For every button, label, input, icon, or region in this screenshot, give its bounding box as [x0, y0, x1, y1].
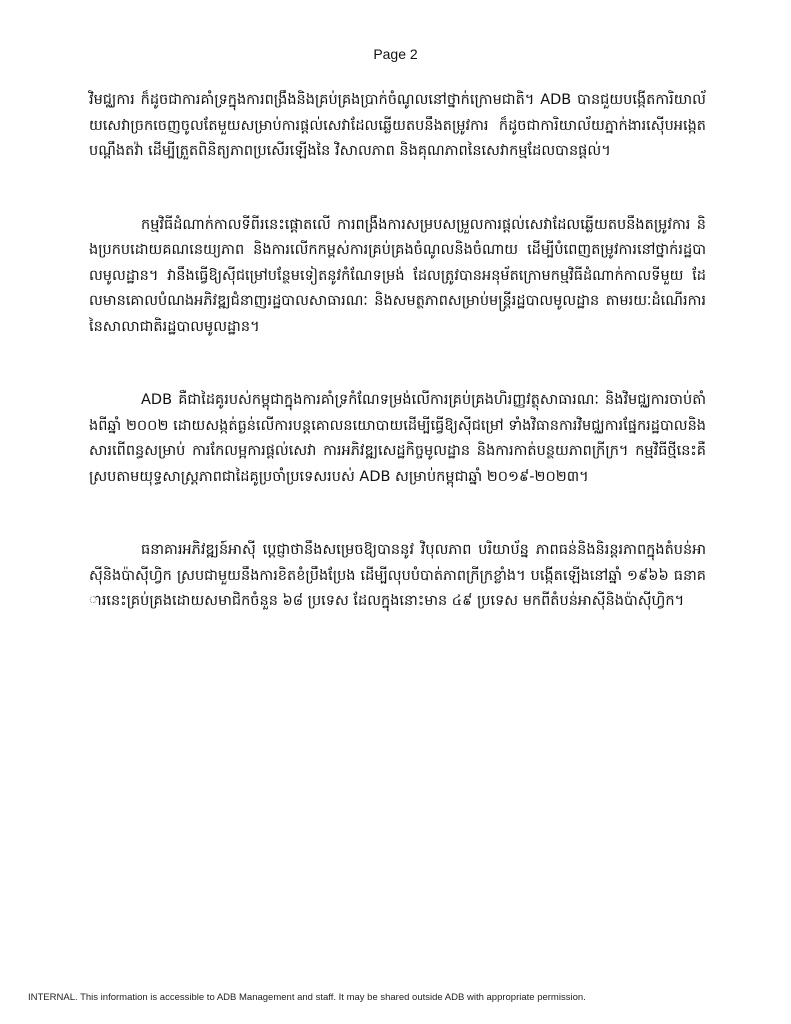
page-number: Page 2: [373, 46, 418, 62]
paragraph-1: វិមជ្ឈការ ក៏ដូចជាការគាំទ្រក្នុងការពង្រឹងនិងគ្រប់គ្រងប្រាក់ចំណូលនៅថ្នាក់ក្រោមជាតិ។ ADB បានជួយបង្កើតការិយាល័យសេវាច្រកចេញចូលតែមួយសម្រាប់ការផ្តល់សេវាដែលឆ្លើយតបនឹងតម្រូវការ ក៏ដូចជាការិយាល័យភ្នាក់ងារស៊ើបអង្កេតបណ្តឹងតវ៉ា ដើម្បីត្រួតពិនិត្យភាពប្រសើរឡើងនៃ វិសាលភាព និងគុណភាពនៃសេវាកម្មដែលបានផ្តល់។: [89, 92, 706, 159]
document-body: [89, 88, 706, 663]
paragraph-4: ធនាគារអភិវឌ្ឍន៍អាស៊ី ប្តេជ្ញាថានឹងសម្រេចឱ្យបាននូវ វិបុលភាព បរិយាប័ន្ន ភាពធន់និងនិរន្តរភាពក្នុងតំបន់អាស៊ីនិងប៉ាស៊ីហ្វិក ស្របជាមួយនឹងការខិតខំប្រឹងប្រែង ដើម្បីលុបបំបាត់ភាពក្រីក្រខ្លាំង។ បង្កើតឡើងនៅឆ្នាំ ១៩៦៦ ធនាគារនេះគ្រប់គ្រងដោយសមាជិកចំនួន ៦៨ ប្រទេស ដែលក្នុងនោះមាន ៤៩ ប្រទេស មកពីតំបន់អាស៊ីនិងប៉ាស៊ីហ្វិក។: [89, 542, 706, 609]
classification-footer: INTERNAL. This information is accessible to ADB Management and staff. It may be shared outside ADB with appropriate permission.: [28, 992, 586, 1003]
paragraph-2: កម្មវិធីដំណាក់កាលទីពីរនេះផ្តោតលើ ការពង្រឹងការសម្របសម្រួលការផ្តល់សេវាដែលឆ្លើយតបនឹងតម្រូវការ និងប្រកបដោយគណនេយ្យភាព និងការលើកកម្ពស់ការគ្រប់គ្រងចំណូលនិងចំណាយ ដើម្បីបំពេញតម្រូវការនៅថ្នាក់រដ្ឋបាលមូលដ្ឋាន។ វានឹងធ្វើឱ្យស៊ីជម្រៅបន្ថែមទៀតនូវកំណែទម្រង់ ដែលត្រូវបានអនុម័តក្រោមកម្មវិធីដំណាក់កាលទីមួយ ដែលមានគោលបំណងអភិវឌ្ឍជំនាញរដ្ឋបាលសាធារណៈ និងសមត្ថភាពសម្រាប់មន្ត្រីរដ្ឋបាលមូលដ្ឋាន តាមរយៈដំណើរការនៃសាលាជាតិរដ្ឋបាលមូលដ្ឋាន។: [89, 216, 706, 335]
paragraph-3: ADB គឺជាដៃគូរបស់កម្ពុជាក្នុងការគាំទ្រកំណែទម្រង់លើការគ្រប់គ្រងហិរញ្ញវត្ថុសាធារណៈ និងវិមជ្ឈការចាប់តាំងពីឆ្នាំ ២០០២ ដោយសង្កត់ធ្ងន់លើការបន្តគោលនយោបាយដើម្បីធ្វើឱ្យស៊ីជម្រៅ ទាំងវិធានការវិមជ្ឈការផ្នែករដ្ឋបាលនិងសារពើពន្ធសម្រាប់ ការកែលម្អការផ្តល់សេវា ការអភិវឌ្ឍសេដ្ឋកិច្ចមូលដ្ឋាន និងការកាត់បន្ថយភាពក្រីក្រ។ កម្មវិធីថ្មីនេះគឺស្របតាមយុទ្ធសាស្ត្រភាពជាដៃគូប្រចាំប្រទេសរបស់ ADB សម្រាប់កម្ពុជាឆ្នាំ ២០១៩-២០២៣។: [89, 392, 706, 485]
